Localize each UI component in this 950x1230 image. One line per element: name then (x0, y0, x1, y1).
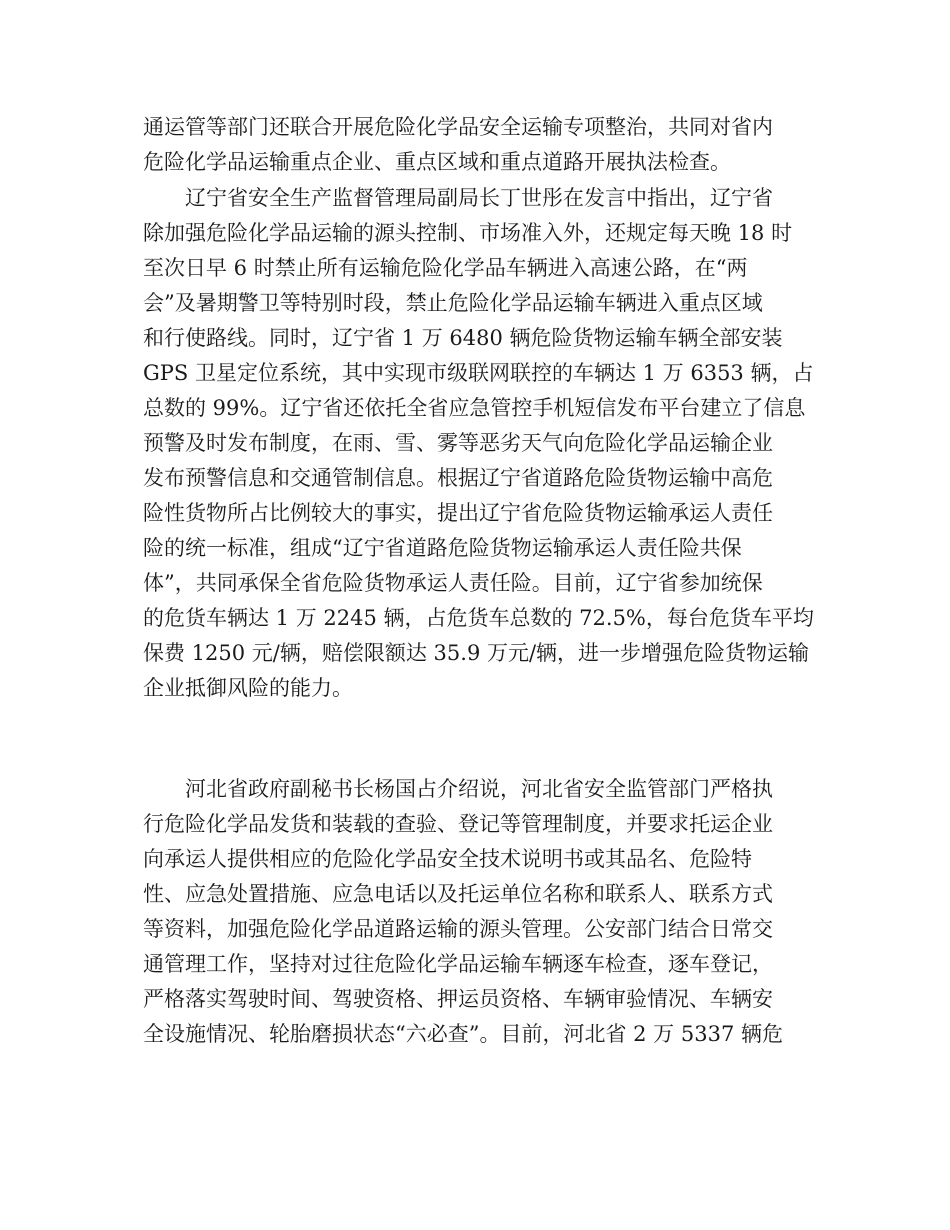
text-line: 企业抵御风险的能力。 (143, 676, 353, 700)
text-line: 等资料，加强危险化学品道路运输的源头管理。公安部门结合日常交 (143, 917, 773, 941)
paragraph-liaoning (143, 181, 815, 706)
text-line: 至次日早 6 时禁止所有运输危险化学品车辆进入高速公路，在“两 (143, 256, 748, 280)
text-line: 性、应急处置措施、应急电话以及托运单位名称和联系人、联系方式 (143, 882, 773, 906)
text-line: 总数的 99%。辽宁省还依托全省应急管控手机短信发布平台建立了信息 (143, 396, 806, 420)
paragraph-hebei (143, 772, 815, 1052)
text-line: 保费 1250 元/辆，赔偿限额达 35.9 万元/辆，进一步增强危险货物运输 (143, 641, 810, 665)
text-line: 险的统一标准，组成“辽宁省道路危险货物运输承运人责任险共保 (143, 536, 742, 560)
text-line: 危险化学品运输重点企业、重点区域和重点道路开展执法检查。 (143, 150, 731, 174)
text-line: GPS 卫星定位系统，其中实现市级联网联控的车辆达 1 万 6353 辆，占 (143, 361, 814, 385)
text-line: 全设施情况、轮胎磨损状态“六必查”。目前，河北省 2 万 5337 辆危 (143, 1022, 783, 1046)
text-line: 辽宁省安全生产监督管理局副局长丁世彤在发言中指出，辽宁省 (185, 186, 773, 210)
text-line: 除加强危险化学品运输的源头控制、市场准入外，还规定每天晚 18 时 (143, 221, 793, 245)
text-line: 河北省政府副秘书长杨国占介绍说，河北省安全监管部门严格执 (185, 777, 773, 801)
text-line: 向承运人提供相应的危险化学品安全技术说明书或其品名、危险特 (143, 847, 752, 871)
text-line: 发布预警信息和交通管制信息。根据辽宁省道路危险货物运输中高危 (143, 466, 773, 490)
text-line: 预警及时发布制度，在雨、雪、雾等恶劣天气向危险化学品运输企业 (143, 431, 773, 455)
text-line: 通管理工作，坚持对过往危险化学品运输车辆逐车检查，逐车登记， (143, 952, 773, 976)
text-line: 严格落实驾驶时间、驾驶资格、押运员资格、车辆审验情况、车辆安 (143, 987, 773, 1011)
text-line: 行危险化学品发货和装载的查验、登记等管理制度，并要求托运企业 (143, 812, 773, 836)
text-line: 险性货物所占比例较大的事实，提出辽宁省危险货物运输承运人责任 (143, 501, 773, 525)
text-line: 的危货车辆达 1 万 2245 辆，占危货车总数的 72.5%，每台危货车平均 (143, 606, 814, 630)
text-line: 会”及暑期警卫等特别时段，禁止危险化学品运输车辆进入重点区域 (143, 291, 763, 315)
text-line: 通运管等部门还联合开展危险化学品安全运输专项整治，共同对省内 (143, 115, 773, 139)
text-line: 和行使路线。同时，辽宁省 1 万 6480 辆危险货物运输车辆全部安装 (143, 326, 783, 350)
text-line: 体”，共同承保全省危险货物承运人责任险。目前，辽宁省参加统保 (143, 571, 763, 595)
paragraph-continued (143, 110, 815, 180)
